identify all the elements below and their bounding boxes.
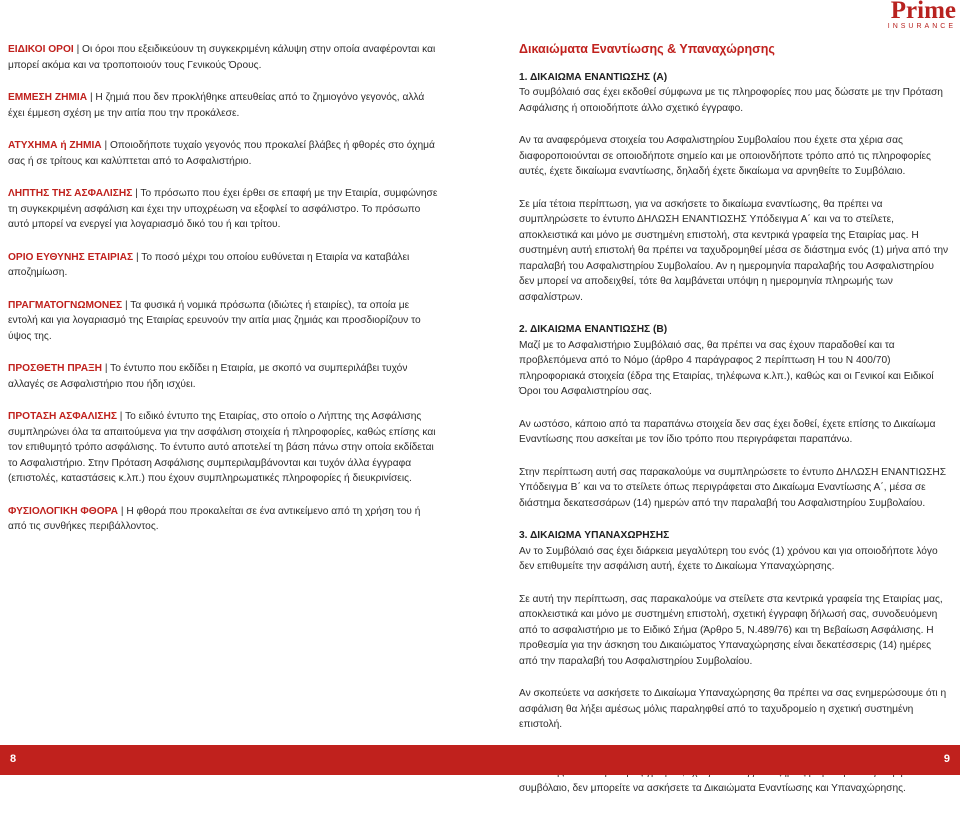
definition-item	[8, 250, 440, 281]
definition-text: | Το πρόσωπο που έχει έρθει σε επαφή με την Εταιρία, συμφώνησε τη συγκεκριμένη ασφάλιση και έχει την υποχρέωση να εξοφλεί το ασφάλιστρο. Το πρόσωπο αυτό μπορεί να ενεργεί για λογαριασμό δικό του ή και τρίτου.	[8, 188, 438, 230]
definition-text: | Το ποσό μέχρι του οποίου ευθύνεται η Εταιρία να καταβάλει αποζημίωση.	[8, 251, 410, 278]
definition-term: ΠΡΟΣΘΕΤΗ ΠΡΑΞΗ	[8, 363, 102, 374]
section-2-paragraph-1: Μαζί με το Ασφαλιστήριο Συμβόλαιό σας, θα πρέπει να σας έχουν παραδοθεί και τα προβλεπόμενα από το Νόμο (άρθρο 4 παράγραφος 2 περίπτωση Η του Ν 400/70) πληροφοριακά στοιχεία (έδρα της Εταιρίας, τηλέφωνα κ.λπ.), καθώς και οι Γενικοί και Ειδικοί Όροι του Ασφαλιστηρίου σας.	[519, 339, 934, 397]
logo-wordmark: Prime	[890, 0, 956, 24]
section-2-paragraph-2: Αν ωστόσο, κάποιο από τα παραπάνω στοιχεία δεν σας έχει δοθεί, έχετε επίσης το Δικαίωμα Εναντίωσης που ασκείται με τον ίδιο τρόπο που περιγράφεται παραπάνω.	[519, 418, 936, 445]
definition-term: ΠΡΟΤΑΣΗ ΑΣΦΑΛΙΣΗΣ	[8, 411, 117, 422]
rights-column	[519, 42, 951, 813]
brand-logo	[888, 0, 956, 30]
section-3-paragraph-1: Αν το Συμβόλαιό σας έχει διάρκεια μεγαλύτερη του ενός (1) χρόνου και για οποιοδήποτε λόγο δεν επιθυμείτε την ασφάλιση αυτή, έχετε το Δικαίωμα Υπαναχώρησης.	[519, 545, 938, 572]
definitions-column	[8, 42, 440, 552]
definition-term: ΕΜΜΕΣΗ ΖΗΜΙΑ	[8, 92, 88, 103]
section-1-paragraph-3: Σε μία τέτοια περίπτωση, για να ασκήσετε το δικαίωμα εναντίωσης, θα πρέπει να συμπληρώσετε το έντυπο ΔΗΛΩΣΗ ΕΝΑΝΤΙΩΣΗΣ Υπόδειγμα Α΄ και να το στείλετε, αποκλειστικά και μόνο με συστημένη επιστολή, στα κεντρικά γραφεία της Εταιρίας μας. Η συστημένη αυτή επιστολή θα πρέπει να ταχυδρομηθεί μέσα σε διάστημα ενός (1) μήνα από την παραλαβή του Ασφαλιστηρίου Συμβολαίου. Αν η ημερομηνία παραλαβής του Ασφαλιστηρίου δεν μπορεί να αποδειχθεί, τότε θα λαμβάνεται υπόψη η ημερομηνία πληρωμής των ασφαλίστρων.	[519, 198, 949, 303]
section-1-title: 1. ΔΙΚΑΙΩΜΑ ΕΝΑΝΤΙΩΣΗΣ (Α)	[519, 71, 668, 83]
definition-item	[8, 409, 440, 487]
section-1-paragraph-2: Αν τα αναφερόμενα στοιχεία του Ασφαλιστηρίου Συμβολαίου που έχετε στα χέρια σας διαφοροποιούνται σε οποιοδήποτε σημείο και με οποιονδήποτε τρόπο από τις πληροφορίες αυτές, έχετε δικαίωμα εναντίωσης, δηλαδή έχετε δικαίωμα να αρνηθείτε το Συμβόλαιο.	[519, 135, 931, 177]
section-3-title: 3. ΔΙΚΑΙΩΜΑ ΥΠΑΝΑΧΩΡΗΣΗΣ	[519, 530, 670, 541]
definition-item	[8, 42, 440, 73]
section-2-paragraph-3: Στην περίπτωση αυτή σας παρακαλούμε να συμπληρώσετε το έντυπο ΔΗΛΩΣΗ ΕΝΑΝΤΙΩΣΗΣ Υπόδειγμα Β΄ και να το στείλετε όπως περιγράφεται στο Δικαίωμα Εναντίωσης Α΄, μέσα σε διάστημα δεκατεσσάρων (14) ημερών από την παραλαβή του Ασφαλιστηρίου Συμβολαίου.	[519, 466, 947, 509]
section-3-paragraph-4: συμβόλαιο, δεν μπορείτε να ασκήσετε τα Δικαιώματα Εναντίωσης και Υπαναχώρησης.	[519, 782, 906, 794]
definition-text: | Το ειδικό έντυπο της Εταιρίας, στο οποίο ο Λήπτης της Ασφάλισης συμπληρώνει όλα τα απαιτούμενα για την ασφάλιση στοιχεία ή πληροφορίες, καθώς επίσης και τον επιθυμητό τρόπο ασφάλισης. Το έντυπο αυτό αποτελεί τη βάση πάνω στην οποία εκδίδεται το Ασφαλιστήριο. Στην Πρόταση Ασφάλισης συμπεριλαμβάνονται και τυχόν άλλα έγγραφα (επιστολές, καταστάσεις κ.λπ.) που έχουν συμπληρωματικές πληροφορίες ή διευκρινίσεις.	[8, 411, 436, 484]
definition-item	[8, 361, 440, 392]
definition-text: | Οποιοδήποτε τυχαίο γεγονός που προκαλεί βλάβες ή φθορές στο όχημά σας ή σε τρίτους και καλύπτεται από το Ασφαλιστήριο.	[8, 140, 435, 167]
definition-text: | Η φθορά που προκαλείται σε ένα αντικείμενο από τη χρήση του ή από τις συνθήκες περιβάλλοντος.	[8, 505, 421, 532]
definition-term: ΛΗΠΤΗΣ ΤΗΣ ΑΣΦΑΛΙΣΗΣ	[8, 188, 133, 199]
definition-text: | Η ζημιά που δεν προκλήθηκε απευθείας από το ζημιογόνο γεγονός, αλλά έχει έμμεση σχέση με την αιτία που την προκάλεσε.	[8, 92, 425, 119]
section-3-paragraph-3: Αν σκοπεύετε να ασκήσετε το Δικαίωμα Υπαναχώρησης θα πρέπει να σας ενημερώσουμε ότι η ασφάλιση θα λήξει αμέσως μόλις παραληφθεί από το ταχυδρομείο η σχετική συστημένη επιστολή.	[519, 688, 947, 730]
footer-bar	[0, 745, 960, 775]
definition-term: ΑΤΥΧΗΜΑ ή ΖΗΜΙΑ	[8, 140, 102, 151]
section-1-paragraph-1: Το συμβόλαιό σας έχει εκδοθεί σύμφωνα με τις πληροφορίες που μας δώσατε με την Πρόταση Ασφάλισης ή οποιοδήποτε άλλο σχετικό έγγραφο.	[519, 87, 943, 114]
page-number-right: 9	[943, 753, 950, 765]
definition-item	[8, 90, 440, 121]
section-heading: Δικαιώματα Εναντίωσης & Υπαναχώρησης	[519, 42, 775, 56]
section-1	[519, 70, 951, 306]
section-3-paragraph-2: Σε αυτή την περίπτωση, σας παρακαλούμε να στείλετε στα κεντρικά γραφεία της Εταιρίας μας, αποκλειστικά και μόνο με συστημένη επιστολή, σχετική έγγραφη δήλωσή σας, συνοδευόμενη από το ασφαλιστήριο με το Ειδικό Σήμα (Άρθρο 5, Ν.489/76) και τη Βεβαίωση Ασφάλισης. Η προθεσμία για την άσκηση του Δικαιώματος Υπαναχώρησης είναι δεκατέσσερις (14) ημέρες από την παραλαβή του Ασφαλιστηρίου Συμβολαίου.	[519, 593, 943, 667]
section-2-title: 2. ΔΙΚΑΙΩΜΑ ΕΝΑΝΤΙΩΣΗΣ (Β)	[519, 324, 668, 335]
definition-item	[8, 186, 440, 233]
definition-item	[8, 504, 440, 535]
logo-subtitle: INSURANCE	[887, 23, 956, 30]
definition-term: ΟΡΙΟ ΕΥΘΥΝΗΣ ΕΤΑΙΡΙΑΣ	[8, 251, 134, 263]
definition-term: ΕΙΔΙΚΟΙ ΟΡΟΙ	[8, 44, 74, 55]
definition-text: | Οι όροι που εξειδικεύουν τη συγκεκριμένη κάλυψη στην οποία αναφέρονται και μπορεί ακόμα και να τροποποιούν τους Γενικούς Όρους.	[8, 44, 436, 71]
definition-item	[8, 298, 440, 345]
page-number-left: 8	[10, 753, 17, 765]
definition-term: ΠΡΑΓΜΑΤΟΓΝΩΜΟΝΕΣ	[8, 299, 123, 311]
definition-term: ΦΥΣΙΟΛΟΓΙΚΗ ΦΘΟΡΑ	[8, 505, 119, 517]
definition-text: | Τα φυσικά ή νομικά πρόσωπα (ιδιώτες ή εταιρίες), τα οποία με εντολή και για λογαριασμό της Εταιρίας ερευνούν την αιτία μιας ζημιάς και προσδιορίζουν το ύψος της.	[8, 299, 421, 342]
definition-item	[8, 138, 440, 169]
section-2	[519, 322, 951, 511]
definition-text: | Το έντυπο που εκδίδει η Εταιρία, με σκοπό να συμπεριλάβει τυχόν αλλαγές σε Ασφαλιστήριο που ήδη ισχύει.	[8, 363, 408, 390]
